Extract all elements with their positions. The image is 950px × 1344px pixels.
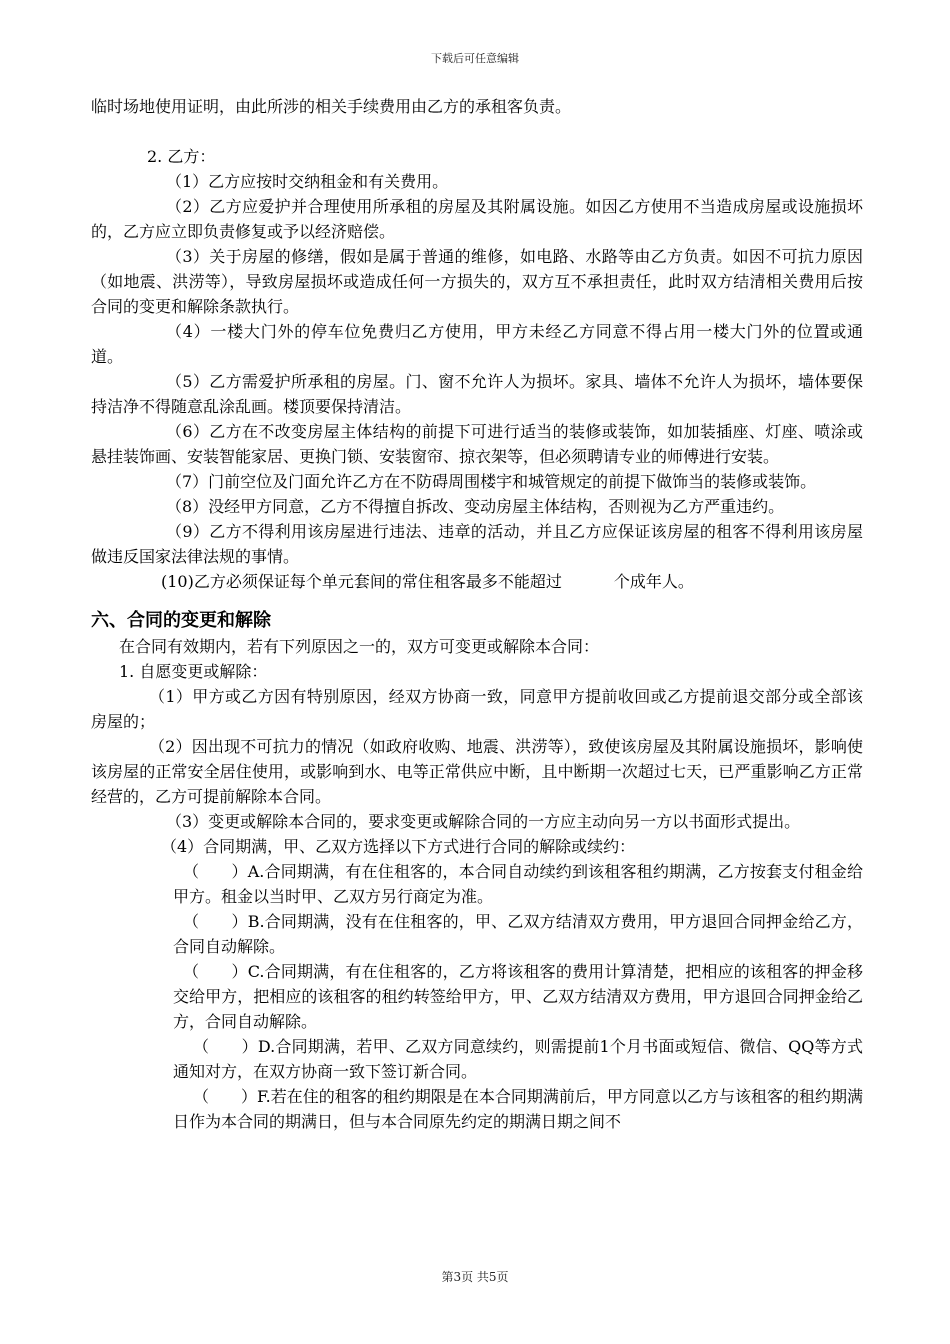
paragraph: （6）乙方在不改变房屋主体结构的前提下可进行适当的装修或装饰，如加装插座、灯座、喷涂或悬挂装饰画、安装智能家居、更换门锁、安装窗帘、掠衣架等，但必须聘请专业的师傅进行安装。 xyxy=(91,422,863,466)
paragraph: 在合同有效期内，若有下列原因之一的，双方可变更或解除本合同： xyxy=(119,637,600,656)
paragraph: （3）变更或解除本合同的，要求变更或解除合同的一方应主动向另一方以书面形式提出。 xyxy=(166,812,801,831)
option-item: （ ）A.合同期满，有在住租客的，本合同自动续约到该租客租约期满，乙方按套支付租金给甲方。租金以当时甲、乙双方另行商定为准。 xyxy=(173,862,863,906)
page-header: 下载后可任意编辑 xyxy=(431,52,519,65)
paragraph: 临时场地使用证明，由此所涉的相关手续费用由乙方的承租客负责。 xyxy=(91,97,572,116)
option-item: （ ）B.合同期满，没有在住租客的，甲、乙双方结清双方费用，甲方退回合同押金给乙方，合同自动解除。 xyxy=(173,912,863,956)
option-item: （ ）C.合同期满，有在住租客的，乙方将该租客的费用计算清楚，把相应的该租客的押金移交给甲方，把相应的该租客的租约转签给甲方，甲、乙双方结清双方费用，甲方退回合同押金给乙方，合同自动解除。 xyxy=(173,962,863,1031)
document-body xyxy=(91,94,863,1134)
clause-text: 个成年人。 xyxy=(613,572,694,591)
paragraph: （4）一楼大门外的停车位免费归乙方使用，甲方未经乙方同意不得占用一楼大门外的位置或通道。 xyxy=(91,322,863,366)
paragraph: （1）乙方应按时交纳租金和有关费用。 xyxy=(166,172,449,191)
section-heading: 六、合同的变更和解除 xyxy=(91,610,271,631)
paragraph: （2）乙方应爱护并合理使用所承租的房屋及其附属设施。如因乙方使用不当造成房屋或设施损坏的，乙方应立即负责修复或予以经济赔偿。 xyxy=(91,197,863,241)
clause-text: (10)乙方必须保证每个单元套间的常住租客最多不能超过 xyxy=(161,572,562,591)
paragraph: （1）甲方或乙方因有特别原因，经双方协商一致，同意甲方提前收回或乙方提前退交部分或全部该房屋的； xyxy=(91,687,863,731)
option-item: （ ）F.若在住的租客的租约期限是在本合同期满前后，甲方同意以乙方与该租客的租约期满日作为本合同的期满日，但与本合同原先约定的期满日期之间不 xyxy=(173,1087,863,1131)
option-item: （ ）D.合同期满，若甲、乙双方同意续约，则需提前1个月书面或短信、微信、QQ等方式通知对方，在双方协商一致下签订新合同。 xyxy=(173,1037,863,1081)
paragraph: 1. 自愿变更或解除： xyxy=(119,662,268,681)
paragraph: （8）没经甲方同意，乙方不得擅自拆改、变动房屋主体结构，否则视为乙方严重违约。 xyxy=(166,497,785,516)
page-footer: 第3页 共5页 xyxy=(441,1270,509,1284)
paragraph xyxy=(91,569,863,594)
option-list xyxy=(91,859,863,1134)
paragraph: （9）乙方不得利用该房屋进行违法、违章的活动，并且乙方应保证该房屋的租客不得利用该房屋做违反国家法律法规的事情。 xyxy=(91,522,863,566)
paragraph: （4）合同期满，甲、乙双方选择以下方式进行合同的解除或续约： xyxy=(161,837,636,856)
paragraph: （5）乙方需爱护所承租的房屋。门、窗不允许人为损坏。家具、墙体不允许人为损坏，墙体要保持洁净不得随意乱涂乱画。楼顶要保持清洁。 xyxy=(91,372,863,416)
paragraph: 2. 乙方： xyxy=(147,147,216,166)
paragraph: （2）因出现不可抗力的情况（如政府收购、地震、洪涝等），致使该房屋及其附属设施损坏，影响使该房屋的正常安全居住使用，或影响到水、电等正常供应中断，且中断期一次超过七天，已严重影响乙方正常经营的，乙方可提前解除本合同。 xyxy=(91,737,863,806)
paragraph: （3）关于房屋的修缮，假如是属于普通的维修，如电路、水路等由乙方负责。如因不可抗力原因（如地震、洪涝等），导致房屋损坏或造成任何一方损失的，双方互不承担责任，此时双方结清相关费用后按合同的变更和解除条款执行。 xyxy=(91,247,863,316)
paragraph: （7）门前空位及门面允许乙方在不防碍周围楼宇和城管规定的前提下做饰当的装修或装饰。 xyxy=(166,472,817,491)
